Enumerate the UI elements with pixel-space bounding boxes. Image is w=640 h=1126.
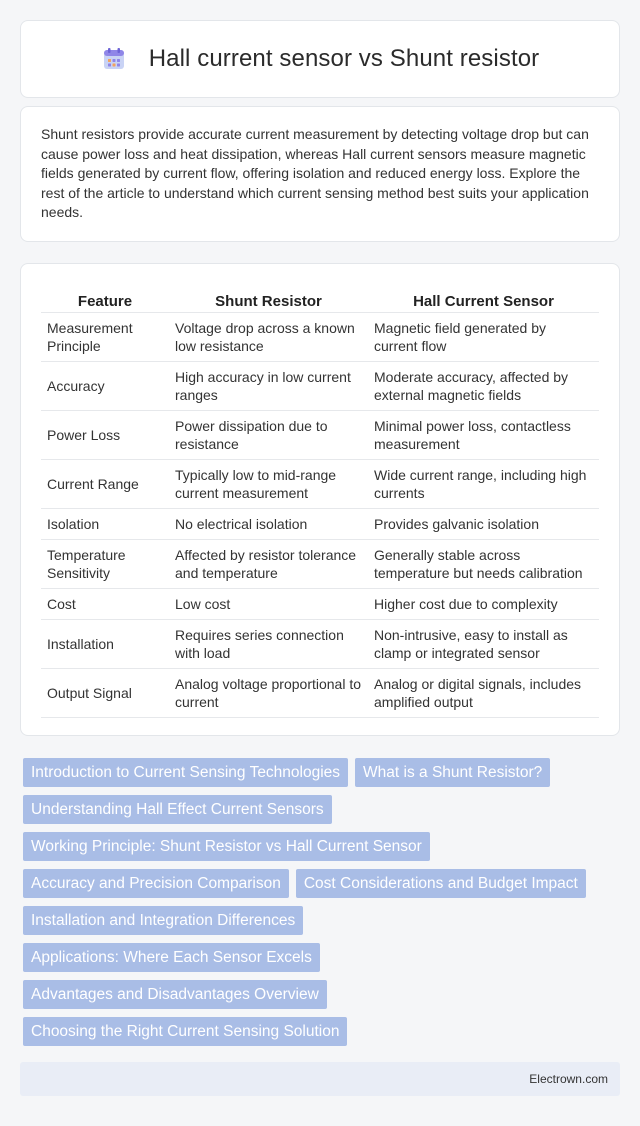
table-cell: Voltage drop across a known low resistance — [169, 312, 368, 361]
table-cell: Generally stable across temperature but needs calibration — [368, 539, 599, 588]
table-cell: Typically low to mid-range current measurement — [169, 459, 368, 508]
topic-tag[interactable]: Applications: Where Each Sensor Excels — [23, 943, 320, 972]
table-row — [41, 312, 599, 361]
topic-tags — [23, 758, 603, 1054]
table-cell: Analog or digital signals, includes amplified output — [368, 668, 599, 717]
table-row — [41, 668, 599, 717]
table-cell: Non-intrusive, easy to install as clamp or integrated sensor — [368, 619, 599, 668]
table-cell: Power dissipation due to resistance — [169, 410, 368, 459]
table-cell: Requires series connection with load — [169, 619, 368, 668]
table-cell: Wide current range, including high currents — [368, 459, 599, 508]
topic-tag[interactable]: What is a Shunt Resistor? — [355, 758, 550, 787]
table-cell: Magnetic field generated by current flow — [368, 312, 599, 361]
intro-card — [20, 106, 620, 242]
table-cell: Minimal power loss, contactless measurement — [368, 410, 599, 459]
table-cell: Isolation — [41, 508, 169, 539]
table-cell: Low cost — [169, 588, 368, 619]
topic-tag[interactable]: Cost Considerations and Budget Impact — [296, 869, 586, 898]
table-row — [41, 410, 599, 459]
page-title: Hall current sensor vs Shunt resistor — [148, 45, 540, 72]
table-header-row — [41, 284, 599, 312]
table-cell: Current Range — [41, 459, 169, 508]
topic-tag[interactable]: Working Principle: Shunt Resistor vs Hall Current Sensor — [23, 832, 430, 861]
table-row — [41, 508, 599, 539]
table-row — [41, 361, 599, 410]
comparison-table — [41, 284, 599, 718]
table-cell: Temperature Sensitivity — [41, 539, 169, 588]
table-row — [41, 539, 599, 588]
table-cell: High accuracy in low current ranges — [169, 361, 368, 410]
column-header: Feature — [41, 284, 169, 312]
topic-tag[interactable]: Advantages and Disadvantages Overview — [23, 980, 327, 1009]
table-row — [41, 588, 599, 619]
table-cell: Power Loss — [41, 410, 169, 459]
table-cell: Provides galvanic isolation — [368, 508, 599, 539]
table-cell: Installation — [41, 619, 169, 668]
table-cell: Output Signal — [41, 668, 169, 717]
footer — [20, 1062, 620, 1096]
topic-tag[interactable]: Choosing the Right Current Sensing Solution — [23, 1017, 347, 1046]
column-header: Hall Current Sensor — [368, 284, 599, 312]
table-cell: Cost — [41, 588, 169, 619]
title-card — [20, 20, 620, 98]
comparison-card — [20, 263, 620, 736]
footer-brand[interactable]: Electrown.com — [529, 1072, 608, 1086]
topic-tag[interactable]: Introduction to Current Sensing Technologies — [23, 758, 348, 787]
table-cell: Analog voltage proportional to current — [169, 668, 368, 717]
topic-tag[interactable]: Installation and Integration Differences — [23, 906, 303, 935]
table-cell: Measurement Principle — [41, 312, 169, 361]
calendar-icon — [101, 46, 127, 72]
topic-tag[interactable]: Accuracy and Precision Comparison — [23, 869, 289, 898]
table-cell: Higher cost due to complexity — [368, 588, 599, 619]
column-header: Shunt Resistor — [169, 284, 368, 312]
table-cell: Accuracy — [41, 361, 169, 410]
table-row — [41, 619, 599, 668]
table-cell: Affected by resistor tolerance and temperature — [169, 539, 368, 588]
table-cell: No electrical isolation — [169, 508, 368, 539]
table-row — [41, 459, 599, 508]
intro-text: Shunt resistors provide accurate current measurement by detecting voltage drop but can cause power loss and heat dissipation, whereas Hall current sensors measure magnetic fields generated by current flow, offering isolation and reduced energy loss. Explore the rest of the article to understand which current sensing method best suits your application needs. — [41, 126, 589, 220]
table-cell: Moderate accuracy, affected by external magnetic fields — [368, 361, 599, 410]
topic-tag[interactable]: Understanding Hall Effect Current Sensors — [23, 795, 332, 824]
